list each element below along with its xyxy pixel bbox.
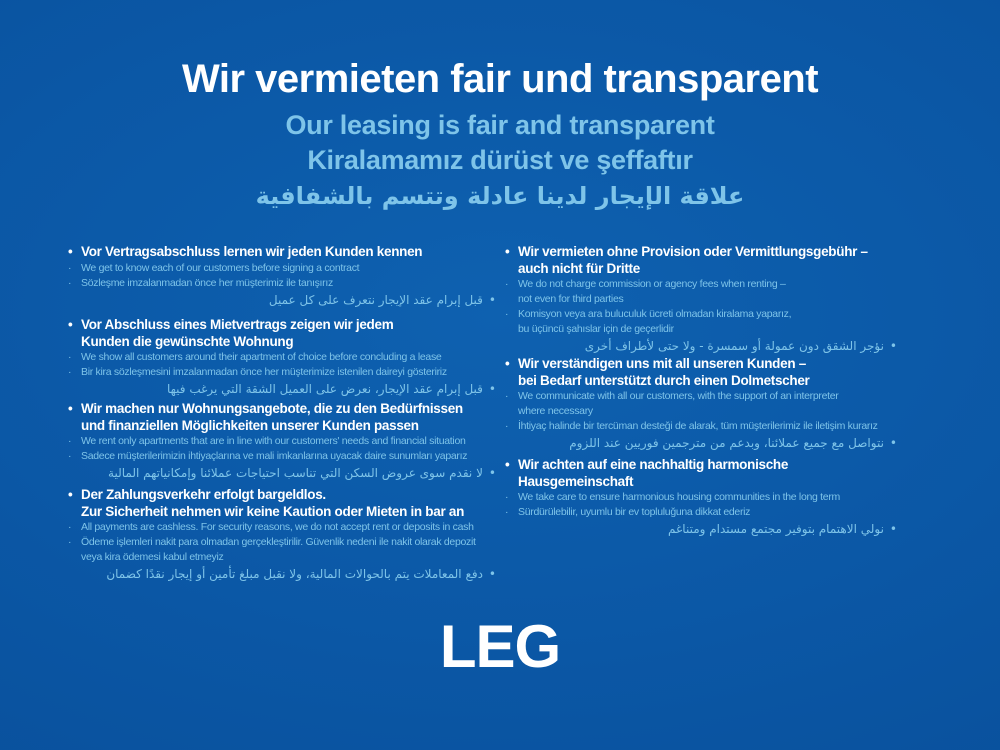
translation-text-en: We rent only apartments that are in line with our customers' needs and financial situation — [81, 435, 466, 447]
headline-text: Hausgemeinschaft — [518, 473, 634, 489]
translation-text-tr: İhtiyaç halinde bir tercüman desteği de alarak, tüm müşterilerimiz ile iletişim kurarız — [518, 420, 878, 432]
bullet-icon: · — [505, 420, 509, 432]
translation-line-tr — [505, 505, 897, 520]
translation-line-tr — [68, 535, 496, 550]
headline-bullet-icon: • — [505, 356, 510, 371]
translation-text-en: where necessary — [518, 405, 593, 417]
translation-text-en: We show all customers around their apartment of choice before concluding a lease — [81, 351, 442, 363]
title-german: Wir vermieten fair und transparent — [181, 57, 819, 101]
translation-text-tr: Sürdürülebilir, uyumlu bir ev topluluğuna dikkat ederiz — [518, 506, 751, 518]
headline-line — [505, 373, 897, 390]
headline-line — [68, 334, 496, 351]
headline-line — [68, 487, 496, 504]
translation-text-tr: Ödeme işlemleri nakit para olmadan gerçekleştirilir. Güvenlik nedeni ile nakit olarak depozit — [81, 536, 476, 548]
bullet-icon: · — [68, 351, 72, 363]
translation-text-tr: veya kira ödemesi kabul etmeyiz — [81, 551, 224, 563]
headline-bullet-icon: • — [68, 317, 73, 332]
translation-line-tr — [505, 419, 897, 434]
headline-text: und finanziellen Möglichkeiten unserer Kunden passen — [81, 417, 419, 433]
translation-text-en: We get to know each of our customers before signing a contract — [81, 261, 360, 274]
translation-text-ar: لا نقدم سوى عروض السكن التي تناسب احتياجات عملائنا وإمكانياتهم المالية — [108, 466, 483, 480]
translation-text-en: We take care to ensure harmonious housing communities in the long term — [518, 491, 840, 503]
headline-text: auch nicht für Dritte — [518, 260, 640, 276]
headline-text: Zur Sicherheit nehmen wir keine Kaution oder Mieten in bar an — [81, 503, 465, 519]
headline-line — [505, 457, 897, 474]
translation-text-ar: دفع المعاملات يتم بالحوالات المالية، ولا نقبل مبلغ تأمين أو إيجار نقدًا كضمان — [106, 567, 483, 581]
translation-line-tr — [505, 322, 897, 337]
headline-line — [505, 356, 897, 373]
bullet-icon: • — [488, 382, 496, 396]
headline-text: Wir machen nur Wohnungsangebote, die zu den Bedürfnissen — [81, 401, 463, 416]
translation-line-ar — [505, 521, 897, 538]
info-block — [505, 244, 897, 355]
translation-text-en: We communicate with all our customers, with the support of an interpreter — [518, 390, 839, 402]
bullet-icon: · — [505, 278, 509, 290]
translation-text-tr: Komisyon veya ara buluculuk ücreti olmadan kiralama yaparız, — [518, 308, 792, 320]
bullet-icon: · — [68, 435, 72, 447]
translation-text-tr: Bir kira sözleşmesini imzalanmadan önce her müşterimize istenilen daireyi gösteririz — [81, 366, 447, 378]
translation-text-tr: Sadece müşterilerimizin ihtiyaçlarına ve mali imkanlarına uyacak daire sunumları yaparız — [81, 450, 468, 462]
translation-line-en — [505, 389, 897, 404]
translation-line-ar — [68, 566, 496, 583]
bullet-icon: • — [889, 339, 897, 353]
headline-line — [68, 244, 496, 261]
translation-line-ar — [68, 381, 496, 398]
bullet-icon: · — [68, 536, 72, 548]
translation-line-ar — [68, 465, 496, 482]
headline-text: Kunden die gewünschte Wohnung — [81, 333, 294, 349]
bullet-icon: • — [488, 567, 496, 581]
translation-line-en — [505, 490, 897, 505]
subtitle-english: Our leasing is fair and transparent — [285, 110, 715, 140]
bullet-icon: · — [505, 308, 509, 320]
bullet-icon: · — [505, 491, 509, 503]
headline-line — [505, 474, 897, 491]
headline-line — [505, 244, 897, 261]
headline-text: Wir verständigen uns mit all unseren Kunden – — [518, 356, 806, 371]
translation-line-en — [505, 292, 897, 307]
headline-line — [505, 261, 897, 278]
translation-line-en — [505, 277, 897, 292]
headline-text: Vor Vertragsabschluss lernen wir jeden Kunden kennen — [81, 244, 423, 259]
bullet-icon: • — [488, 466, 496, 480]
translation-text-ar: نتواصل مع جميع عملائنا، وبدعم من مترجمين فوريين عند اللزوم — [569, 436, 884, 450]
bullet-icon: · — [505, 390, 509, 402]
translation-text-tr: bu üçüncü şahıslar için de geçerlidir — [518, 323, 674, 335]
info-block — [505, 457, 897, 538]
bullet-icon: · — [68, 276, 72, 289]
leg-logo: LEG — [439, 613, 561, 680]
translation-line-ar — [68, 292, 496, 309]
translation-text-en: All payments are cashless. For security reasons, we do not accept rent or deposits in cash — [81, 521, 474, 533]
translation-text-ar: قبل إبرام عقد الإيجار، نعرض على العميل الشقة التي يرغب فيها — [166, 382, 483, 396]
info-block — [68, 487, 496, 583]
bullet-icon: · — [68, 450, 72, 462]
translation-line-ar — [505, 435, 897, 452]
headline-line — [68, 418, 496, 435]
subtitle-arabic: علاقة الإيجار لدينا عادلة وتتسم بالشفافية — [255, 182, 745, 210]
translation-text-en: not even for third parties — [518, 293, 624, 305]
headline-bullet-icon: • — [68, 244, 73, 259]
translation-text-en: We do not charge commission or agency fees when renting – — [518, 278, 786, 290]
headline-text: Der Zahlungsverkehr erfolgt bargeldlos. — [81, 487, 326, 502]
translation-text-ar: نؤجر الشقق دون عمولة أو سمسرة - ولا حتى لأطراف أخرى — [584, 339, 884, 353]
translation-line-tr — [68, 276, 496, 291]
bullet-icon: • — [488, 292, 496, 307]
translation-line-en — [68, 520, 496, 535]
headline-text: bei Bedarf unterstützt durch einen Dolmetscher — [518, 372, 810, 388]
info-block — [68, 317, 496, 398]
info-block — [505, 356, 897, 452]
bullet-icon: · — [68, 366, 72, 378]
translation-line-tr — [68, 449, 496, 464]
translation-line-en — [68, 350, 496, 365]
headline-bullet-icon: • — [68, 401, 73, 416]
translation-line-ar — [505, 338, 897, 355]
headline-text: Wir vermieten ohne Provision oder Vermittlungsgebühr – — [518, 244, 868, 259]
bullet-icon: · — [68, 521, 72, 533]
translation-line-en — [68, 434, 496, 449]
translation-line-en — [68, 261, 496, 276]
poster-header — [0, 56, 1000, 214]
bullet-icon: · — [68, 261, 72, 274]
info-block — [68, 401, 496, 482]
subtitle-turkish: Kiralamamız dürüst ve şeffaftır — [307, 145, 693, 175]
headline-bullet-icon: • — [505, 244, 510, 259]
translation-line-tr — [68, 550, 496, 565]
headline-bullet-icon: • — [68, 487, 73, 502]
translation-line-en — [505, 404, 897, 419]
headline-line — [68, 504, 496, 521]
headline-line — [68, 401, 496, 418]
translation-line-tr — [505, 307, 897, 322]
headline-bullet-icon: • — [505, 457, 510, 472]
translation-line-tr — [68, 365, 496, 380]
translation-text-ar: قبل إبرام عقد الإيجار نتعرف على كل عميل — [268, 292, 483, 307]
info-block — [68, 244, 496, 309]
headline-text: Wir achten auf eine nachhaltig harmonische — [518, 457, 789, 472]
headline-text: Vor Abschluss eines Mietvertrags zeigen wir jedem — [81, 317, 394, 332]
bullet-icon: • — [889, 436, 897, 450]
bullet-icon: · — [505, 506, 509, 518]
translation-text-ar: نولي الاهتمام بتوفير مجتمع مستدام ومتناغم — [668, 522, 884, 536]
bullet-icon: • — [889, 522, 897, 536]
translation-text-tr: Sözleşme imzalanmadan önce her müşterimiz ile tanışırız — [81, 276, 333, 289]
headline-line — [68, 317, 496, 334]
